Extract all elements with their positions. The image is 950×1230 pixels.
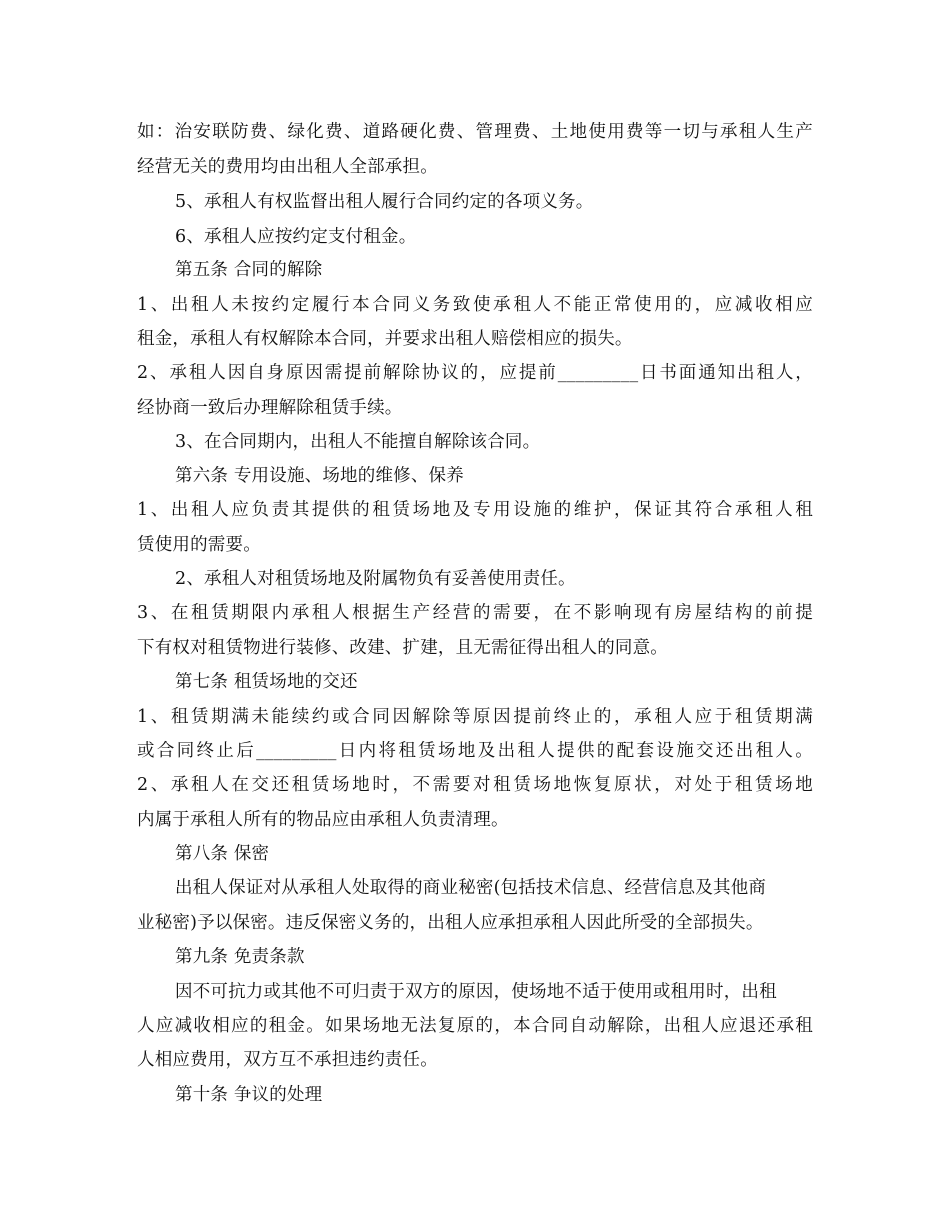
text-line: 业秘密)予以保密。违反保密义务的，出租人应承担承租人因此所受的全部损失。 bbox=[137, 913, 764, 933]
text-line: 3、在租赁期限内承租人根据生产经营的需要，在不影响现有房屋结构的前提 bbox=[137, 603, 813, 623]
article-heading: 第五条 合同的解除 bbox=[175, 260, 323, 280]
text-line: 2、承租人对租赁场地及附属物负有妥善使用责任。 bbox=[175, 569, 576, 589]
text-line: 6、承租人应按约定支付租金。 bbox=[175, 227, 417, 247]
text-line: 2、承租人因自身原因需提前解除协议的，应提前_________日书面通知出租人， bbox=[137, 363, 813, 383]
text-line: 内属于承租人所有的物品应由承租人负责清理。 bbox=[137, 810, 509, 830]
text-line: 租金，承租人有权解除本合同，并要求出租人赔偿相应的损失。 bbox=[137, 329, 633, 349]
text-line: 1、出租人应负责其提供的租赁场地及专用设施的维护，保证其符合承租人租 bbox=[137, 500, 813, 520]
article-heading: 第七条 租赁场地的交还 bbox=[175, 672, 358, 692]
article-heading: 第十条 争议的处理 bbox=[175, 1085, 323, 1105]
text-line: 如：治安联防费、绿化费、道路硬化费、管理费、土地使用费等一切与承租人生产 bbox=[137, 122, 813, 142]
text-line: 1、出租人未按约定履行本合同义务致使承租人不能正常使用的，应减收相应 bbox=[137, 295, 813, 315]
text-line: 人相应费用，双方互不承担违约责任。 bbox=[137, 1050, 438, 1070]
text-line: 3、在合同期内，出租人不能擅自解除该合同。 bbox=[175, 432, 541, 452]
text-line: 赁使用的需要。 bbox=[137, 535, 261, 555]
text-line: 下有权对租赁物进行装修、改建、扩建，且无需征得出租人的同意。 bbox=[137, 638, 668, 658]
text-line: 经协商一致后办理解除租赁手续。 bbox=[137, 398, 403, 418]
text-line: 1、租赁期满未能续约或合同因解除等原因提前终止的，承租人应于租赁期满 bbox=[137, 707, 813, 727]
article-heading: 第六条 专用设施、场地的维修、保养 bbox=[175, 466, 464, 486]
text-line: 2、承租人在交还租赁场地时，不需要对租赁场地恢复原状，对处于租赁场地 bbox=[137, 775, 813, 795]
text-line: 5、承租人有权监督出租人履行合同约定的各项义务。 bbox=[175, 192, 594, 212]
article-heading: 第九条 免责条款 bbox=[175, 947, 305, 967]
article-heading: 第八条 保密 bbox=[175, 844, 270, 864]
text-line: 人应减收相应的租金。如果场地无法复原的，本合同自动解除，出租人应退还承租 bbox=[137, 1016, 813, 1036]
text-line: 经营无关的费用均由出租人全部承担。 bbox=[137, 157, 438, 177]
text-line: 出租人保证对从承租人处取得的商业秘密(包括技术信息、经营信息及其他商 bbox=[175, 878, 767, 898]
text-line: 因不可抗力或其他不可归责于双方的原因，使场地不适于使用或租用时，出租 bbox=[175, 982, 777, 1002]
text-line: 或合同终止后_________日内将租赁场地及出租人提供的配套设施交还出租人。 bbox=[137, 741, 813, 761]
